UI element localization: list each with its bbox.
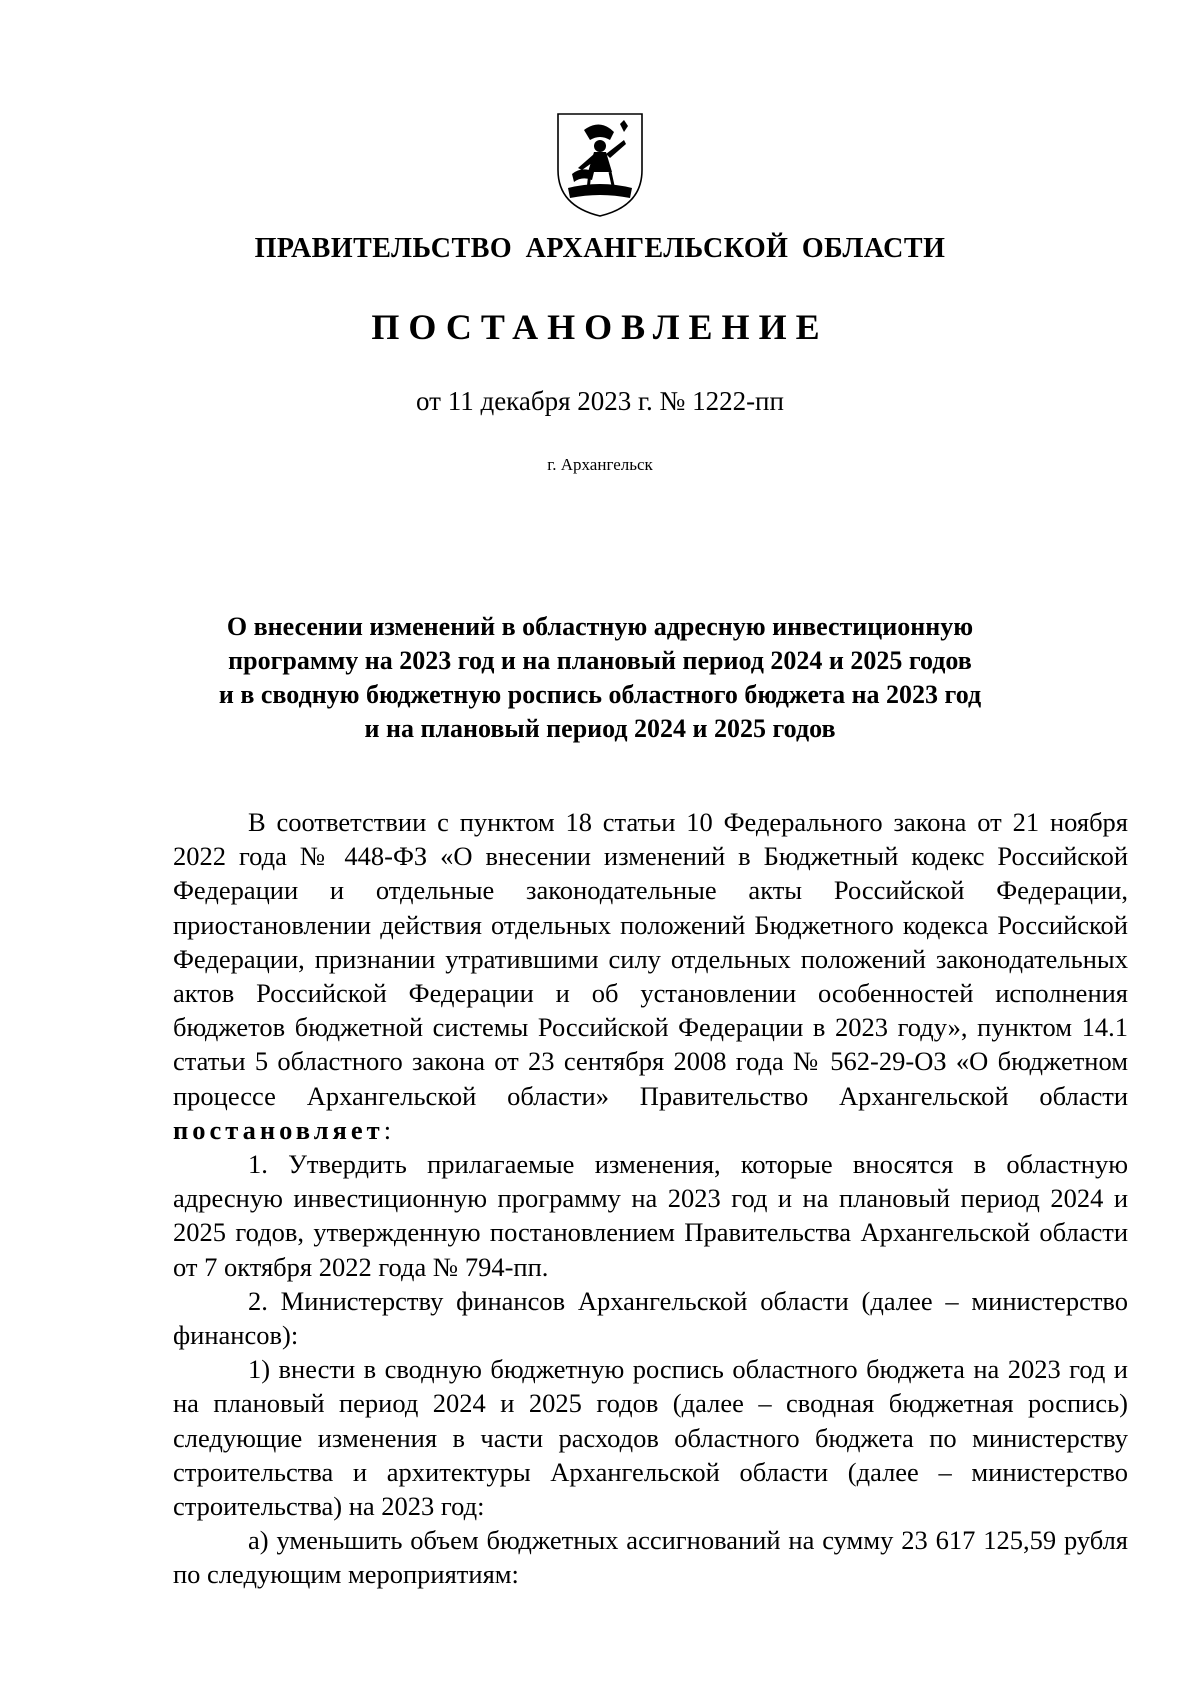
coat-of-arms-icon <box>554 110 646 218</box>
clause-1-paragraph: 1. Утвердить прилагаемые изменения, которые вносятся в областную адресную инвестиционную программу на 2023 год и на плановый период 2024 и 2025 годов, утвержденную постановлением Правительства Архангельской области от 7 октября 2022 года № 794-пп. <box>173 1149 1128 1282</box>
preamble-end: : <box>383 1114 392 1145</box>
title-line: О внесении изменений в областную адресную инвестиционную <box>226 612 974 641</box>
date-and-number: от 11 декабря 2023 г. № 1222-пп <box>416 386 784 416</box>
clause-2-paragraph: 2. Министерству финансов Архангельской области (далее – министерство финансов): <box>173 1285 1128 1351</box>
government-name: ПРАВИТЕЛЬСТВО АРХАНГЕЛЬСКОЙ ОБЛАСТИ <box>254 233 946 264</box>
document-body <box>173 805 1128 1592</box>
subclause-a-paragraph: а) уменьшить объем бюджетных ассигнований на сумму 23 617 125,59 рубля по следующим мероприятиям: <box>173 1525 1128 1590</box>
preamble-paragraph <box>173 805 1128 1147</box>
resolution-keyword: постановляет <box>173 1114 384 1145</box>
city-name: г. Архангельск <box>547 455 653 474</box>
subclause-1-paragraph: 1) внести в сводную бюджетную роспись областного бюджета на 2023 год и на плановый период 2024 и 2025 годов (далее – сводная бюджетная роспись) следующие изменения в части расходов областного бюджета по министерству строительства и архитектуры Архангельской области (далее – министерство строительства) на 2023 год: <box>173 1354 1128 1522</box>
title-line: и на плановый период 2024 и 2025 годов <box>364 714 836 743</box>
document-title <box>150 610 1050 746</box>
preamble-text: В соответствии с пунктом 18 статьи 10 Федерального закона от 21 ноября 2022 года № 448-ФЗ «О внесении изменений в Бюджетный кодекс Российской Федерации и отдельные законодательные акты Российской Федерации, приостановлении действия отдельных положений Бюджетного кодекса Российской Федерации, признании утратившими силу отдельных положений законодательных актов Российской Федерации и об установлении особенностей исполнения бюджетов бюджетной системы Российской Федерации в 2023 году», пунктом 14.1 статьи 5 областного закона от 23 сентября 2008 года № 562-29-ОЗ «О бюджетном процессе Архангельской области» Правительство Архангельской области <box>173 807 1128 1111</box>
document-type: ПОСТАНОВЛЕНИЕ <box>371 307 829 347</box>
title-line: и в сводную бюджетную роспись областного бюджета на 2023 год <box>218 680 982 709</box>
title-line: программу на 2023 год и на плановый период 2024 и 2025 годов <box>228 646 972 675</box>
